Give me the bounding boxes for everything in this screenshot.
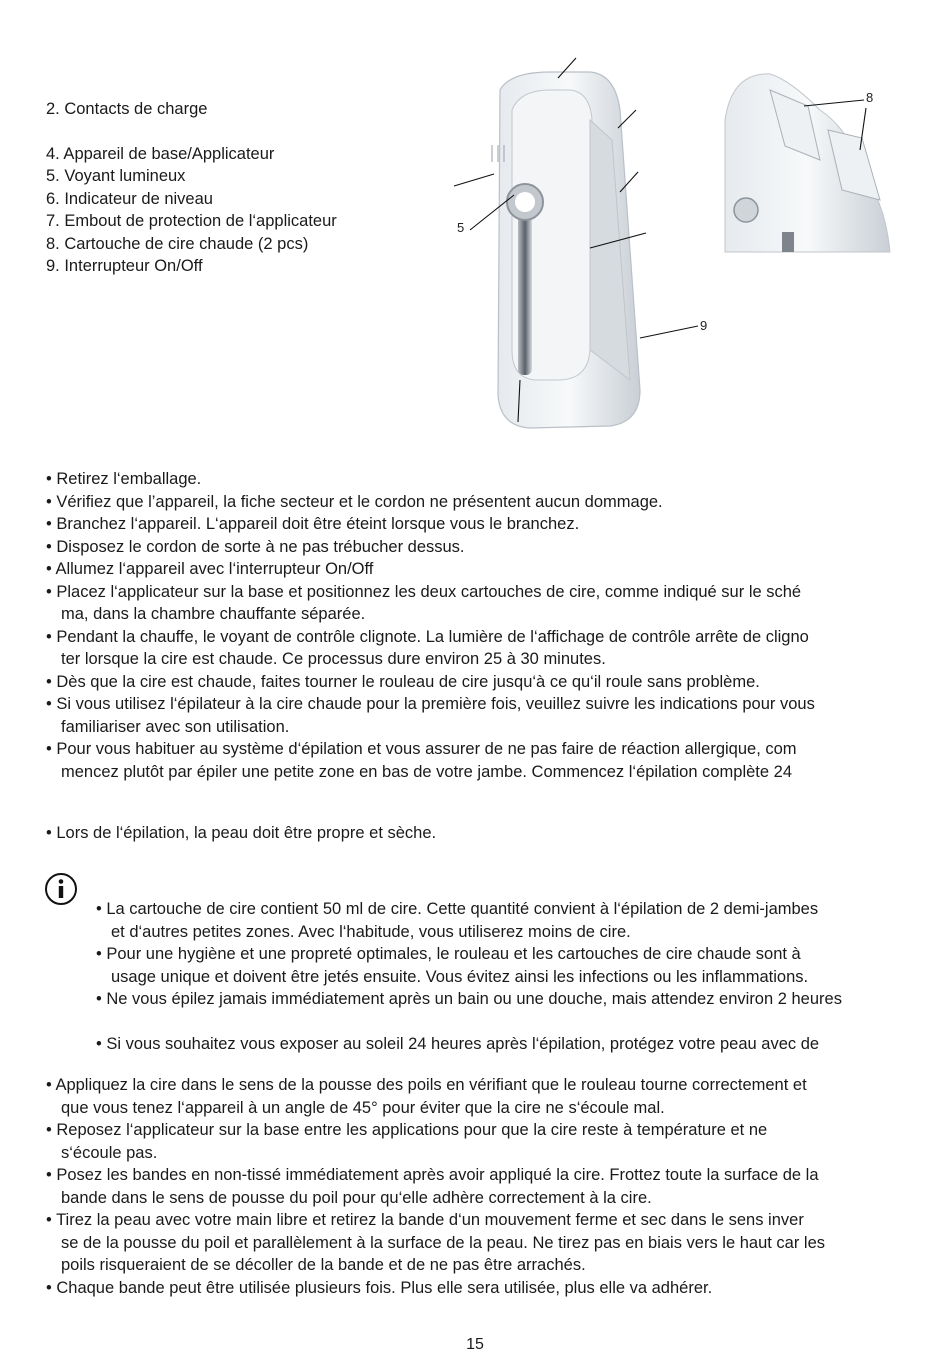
list-item: • Disposez le cordon de sorte à ne pas trébucher dessus. <box>46 537 465 556</box>
inset-button-icon <box>734 198 758 222</box>
inset-slot <box>782 232 794 252</box>
parts-item: 5. Voyant lumineux <box>46 167 186 185</box>
list-gap <box>96 1011 842 1033</box>
list-item: • La cartouche de cire contient 50 ml de cire. Cette quantité convient à l‘épilation de 2 demi-jambes et d‘autres petites zones. Avec l‘habitude, vous utiliserez moins de cire. <box>96 900 819 941</box>
list-item: • Si vous utilisez l‘épilateur à la cire chaude pour la première fois, veuillez suivre les indications pour vous familiariser avec son utilisation. <box>46 695 815 736</box>
list-item: • Pour une hygiène et une propreté optimales, le rouleau et les cartouches de cire chaude sont à usage unique et doivent être jetés ensuite. Vous évitez ainsi les infections ou les inflammations. <box>96 945 809 986</box>
list-item: • Posez les bandes en non-tissé immédiatement après avoir appliqué la cire. Frottez toute la surface de la bande dans le sens de pousse du poil pour qu‘elle adhère correctement à la cire. <box>46 1166 819 1207</box>
application-instructions <box>46 1074 825 1299</box>
list-item: • Chaque bande peut être utilisée plusieurs fois. Plus elle sera utilisée, plus elle va adhérer. <box>46 1278 713 1297</box>
info-icon <box>44 872 78 906</box>
device-illustration <box>440 50 920 440</box>
list-item: • Branchez l‘appareil. L‘appareil doit être éteint lorsque vous le branchez. <box>46 515 580 533</box>
list-item: • Retirez l‘emballage. <box>46 470 202 488</box>
parts-gap <box>46 121 337 143</box>
setup-instructions <box>46 468 815 783</box>
parts-item: 7. Embout de protection de l‘applicateur <box>46 212 337 230</box>
callout-5: 5 <box>457 220 465 235</box>
list-item: • Ne vous épilez jamais immédiatement après un bain ou une douche, mais attendez environ 2 heures <box>96 990 842 1008</box>
callout-9: 9 <box>700 318 708 333</box>
list-item: • Tirez la peau avec votre main libre et retirez la bande d‘un mouvement ferme et sec dans le sens inver se de la pousse du poil et parallèlement à la surface de la peau. Ne tirez pas en biais vers le haut car les poils risqueraient de se décoller de la bande et de ne pas être arrachés. <box>46 1211 826 1274</box>
list-item: • Appliquez la cire dans le sens de la pousse des poils en vérifiant que le rouleau tourne correctement et que vous tenez l‘appareil à un angle de 45° pour éviter que la cire ne s‘écoule mal. <box>46 1076 807 1117</box>
list-item: • Allumez l‘appareil avec l‘interrupteur On/Off <box>46 560 374 578</box>
parts-item: 2. Contacts de charge <box>46 100 208 118</box>
list-item: • Reposez l‘applicateur sur la base entre les applications pour que la cire reste à température et ne s‘écoule pas. <box>46 1121 768 1162</box>
list-item: • Dès que la cire est chaude, faites tourner le rouleau de cire jusqu‘à ce qu‘il roule sans problème. <box>46 672 760 691</box>
callout-8: 8 <box>866 90 874 105</box>
list-item: • Lors de l‘épilation, la peau doit être propre et sèche. <box>46 824 437 842</box>
parts-list <box>46 98 337 278</box>
list-item: • Pour vous habituer au système d‘épilation et vous assurer de ne pas faire de réaction allergique, com mencez plutôt par épiler une petite zone en bas de votre jambe. Commencez l‘épilation complète 24 <box>46 740 797 781</box>
skin-instructions <box>46 822 436 845</box>
parts-item: 4. Appareil de base/Applicateur <box>46 144 275 163</box>
parts-item: 8. Cartouche de cire chaude (2 pcs) <box>46 234 309 253</box>
parts-item: 6. Indicateur de niveau <box>46 189 213 208</box>
list-item: • Si vous souhaitez vous exposer au soleil 24 heures après l‘épilation, protégez votre peau avec de <box>96 1034 820 1053</box>
indicator-light-center <box>515 192 535 212</box>
list-item: • Vérifiez que l’appareil, la fiche secteur et le cordon ne présentent aucun dommage. <box>46 492 663 511</box>
list-item: • Placez l‘applicateur sur la base et positionnez les deux cartouches de cire, comme indiqué sur le sché ma, dans la chambre chauffante séparée. <box>46 582 802 623</box>
device-stripe <box>518 215 532 375</box>
info-notes <box>96 898 842 1055</box>
parts-item: 9. Interrupteur On/Off <box>46 257 203 275</box>
device-drawing <box>440 50 920 440</box>
list-item: • Pendant la chauffe, le voyant de contrôle clignote. La lumière de l‘affichage de contrôle arrête de cligno ter lorsque la cire est chaude. Ce processus dure environ 25 à 30 minutes. <box>46 627 809 668</box>
page-number: 15 <box>466 1336 484 1353</box>
